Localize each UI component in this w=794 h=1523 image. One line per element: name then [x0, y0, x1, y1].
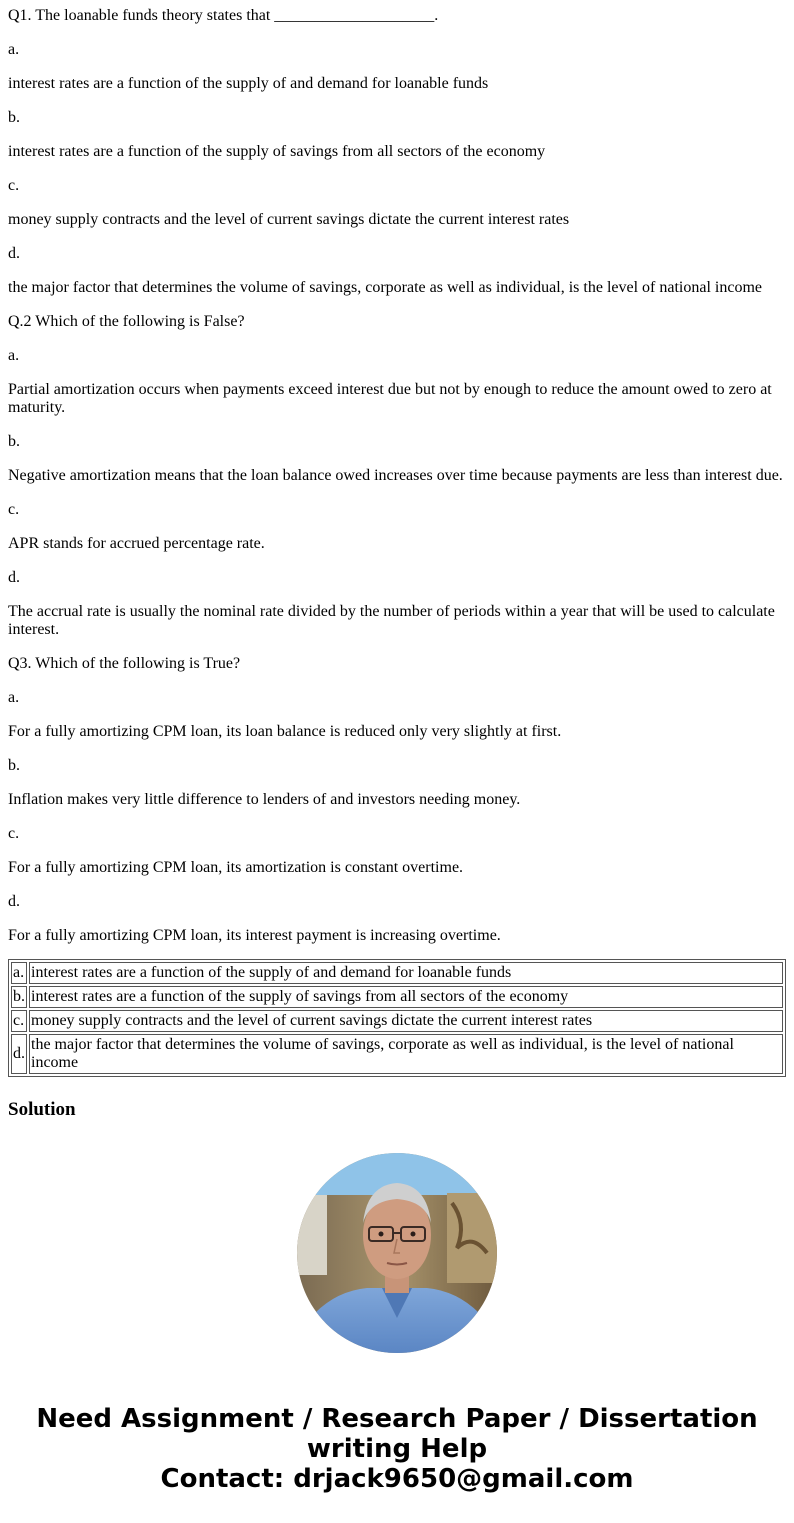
question-3-option-a-key: a.	[8, 689, 20, 706]
portrait-image	[297, 1153, 497, 1353]
solution-heading: Solution	[8, 1099, 76, 1120]
table-row	[11, 1034, 783, 1074]
question-3-option-c-text: For a fully amortizing CPM loan, its amortization is constant overtime.	[8, 859, 464, 876]
table-row	[11, 962, 783, 984]
question-2-option-a-text: Partial amortization occurs when payments exceed interest due but not by enough to reduce the amount owed to zero at maturity.	[8, 381, 772, 416]
question-2-option-b-text: Negative amortization means that the loan balance owed increases over time because payments are less than interest due.	[8, 467, 783, 484]
question-3-prompt: Q3. Which of the following is True?	[8, 655, 241, 672]
promo-contact: Contact: drjack9650@gmail.com	[160, 1464, 634, 1494]
question-3-option-b-key: b.	[8, 757, 20, 774]
table-cell-key: a.	[11, 962, 27, 984]
question-1-option-c-key: c.	[8, 177, 20, 194]
answer-options-table	[8, 959, 786, 1077]
question-1-option-a-text: interest rates are a function of the supply of and demand for loanable funds	[8, 75, 489, 92]
question-3-option-c-key: c.	[8, 825, 20, 842]
question-1-option-b-key: b.	[8, 109, 20, 126]
question-1-option-b-text: interest rates are a function of the supply of savings from all sectors of the economy	[8, 143, 546, 160]
table-cell-key: b.	[11, 986, 27, 1008]
question-1-option-a-key: a.	[8, 41, 20, 58]
question-2-option-d-text: The accrual rate is usually the nominal rate divided by the number of periods within a year that will be used to calculate interest.	[8, 603, 775, 638]
table-cell-text: the major factor that determines the volume of savings, corporate as well as individual, is the level of national income	[29, 1034, 783, 1074]
question-3-option-b-text: Inflation makes very little difference to lenders of and investors needing money.	[8, 791, 521, 808]
question-2-option-a-key: a.	[8, 347, 20, 364]
promo-banner	[0, 1404, 794, 1494]
promo-line-2: writing Help	[306, 1434, 488, 1464]
question-3-option-a-text: For a fully amortizing CPM loan, its loan balance is reduced only very slightly at first.	[8, 723, 562, 740]
table-row	[11, 1010, 783, 1032]
table-cell-text: interest rates are a function of the supply of savings from all sectors of the economy	[29, 986, 783, 1008]
question-2-option-b-key: b.	[8, 433, 20, 450]
table-cell-key: d.	[11, 1034, 27, 1074]
question-2-option-d-key: d.	[8, 569, 20, 586]
promo-line-1: Need Assignment / Research Paper / Dissertation	[36, 1404, 758, 1434]
question-1-option-d-text: the major factor that determines the volume of savings, corporate as well as individual, is the level of national income	[8, 279, 762, 296]
question-1-option-d-key: d.	[8, 245, 20, 262]
table-cell-key: c.	[11, 1010, 27, 1032]
table-row	[11, 986, 783, 1008]
question-3-option-d-key: d.	[8, 893, 20, 910]
question-1-option-c-text: money supply contracts and the level of current savings dictate the current interest rates	[8, 211, 570, 228]
question-3-option-d-text: For a fully amortizing CPM loan, its interest payment is increasing overtime.	[8, 927, 501, 944]
author-avatar	[297, 1153, 497, 1353]
question-2-option-c-key: c.	[8, 501, 20, 518]
question-2-prompt: Q.2 Which of the following is False?	[8, 313, 245, 330]
table-cell-text: money supply contracts and the level of current savings dictate the current interest rates	[29, 1010, 783, 1032]
question-2-option-c-text: APR stands for accrued percentage rate.	[8, 535, 265, 552]
table-cell-text: interest rates are a function of the supply of and demand for loanable funds	[29, 962, 783, 984]
document-body	[8, 7, 786, 1121]
question-1-prompt: Q1. The loanable funds theory states that ____________________.	[8, 7, 439, 24]
